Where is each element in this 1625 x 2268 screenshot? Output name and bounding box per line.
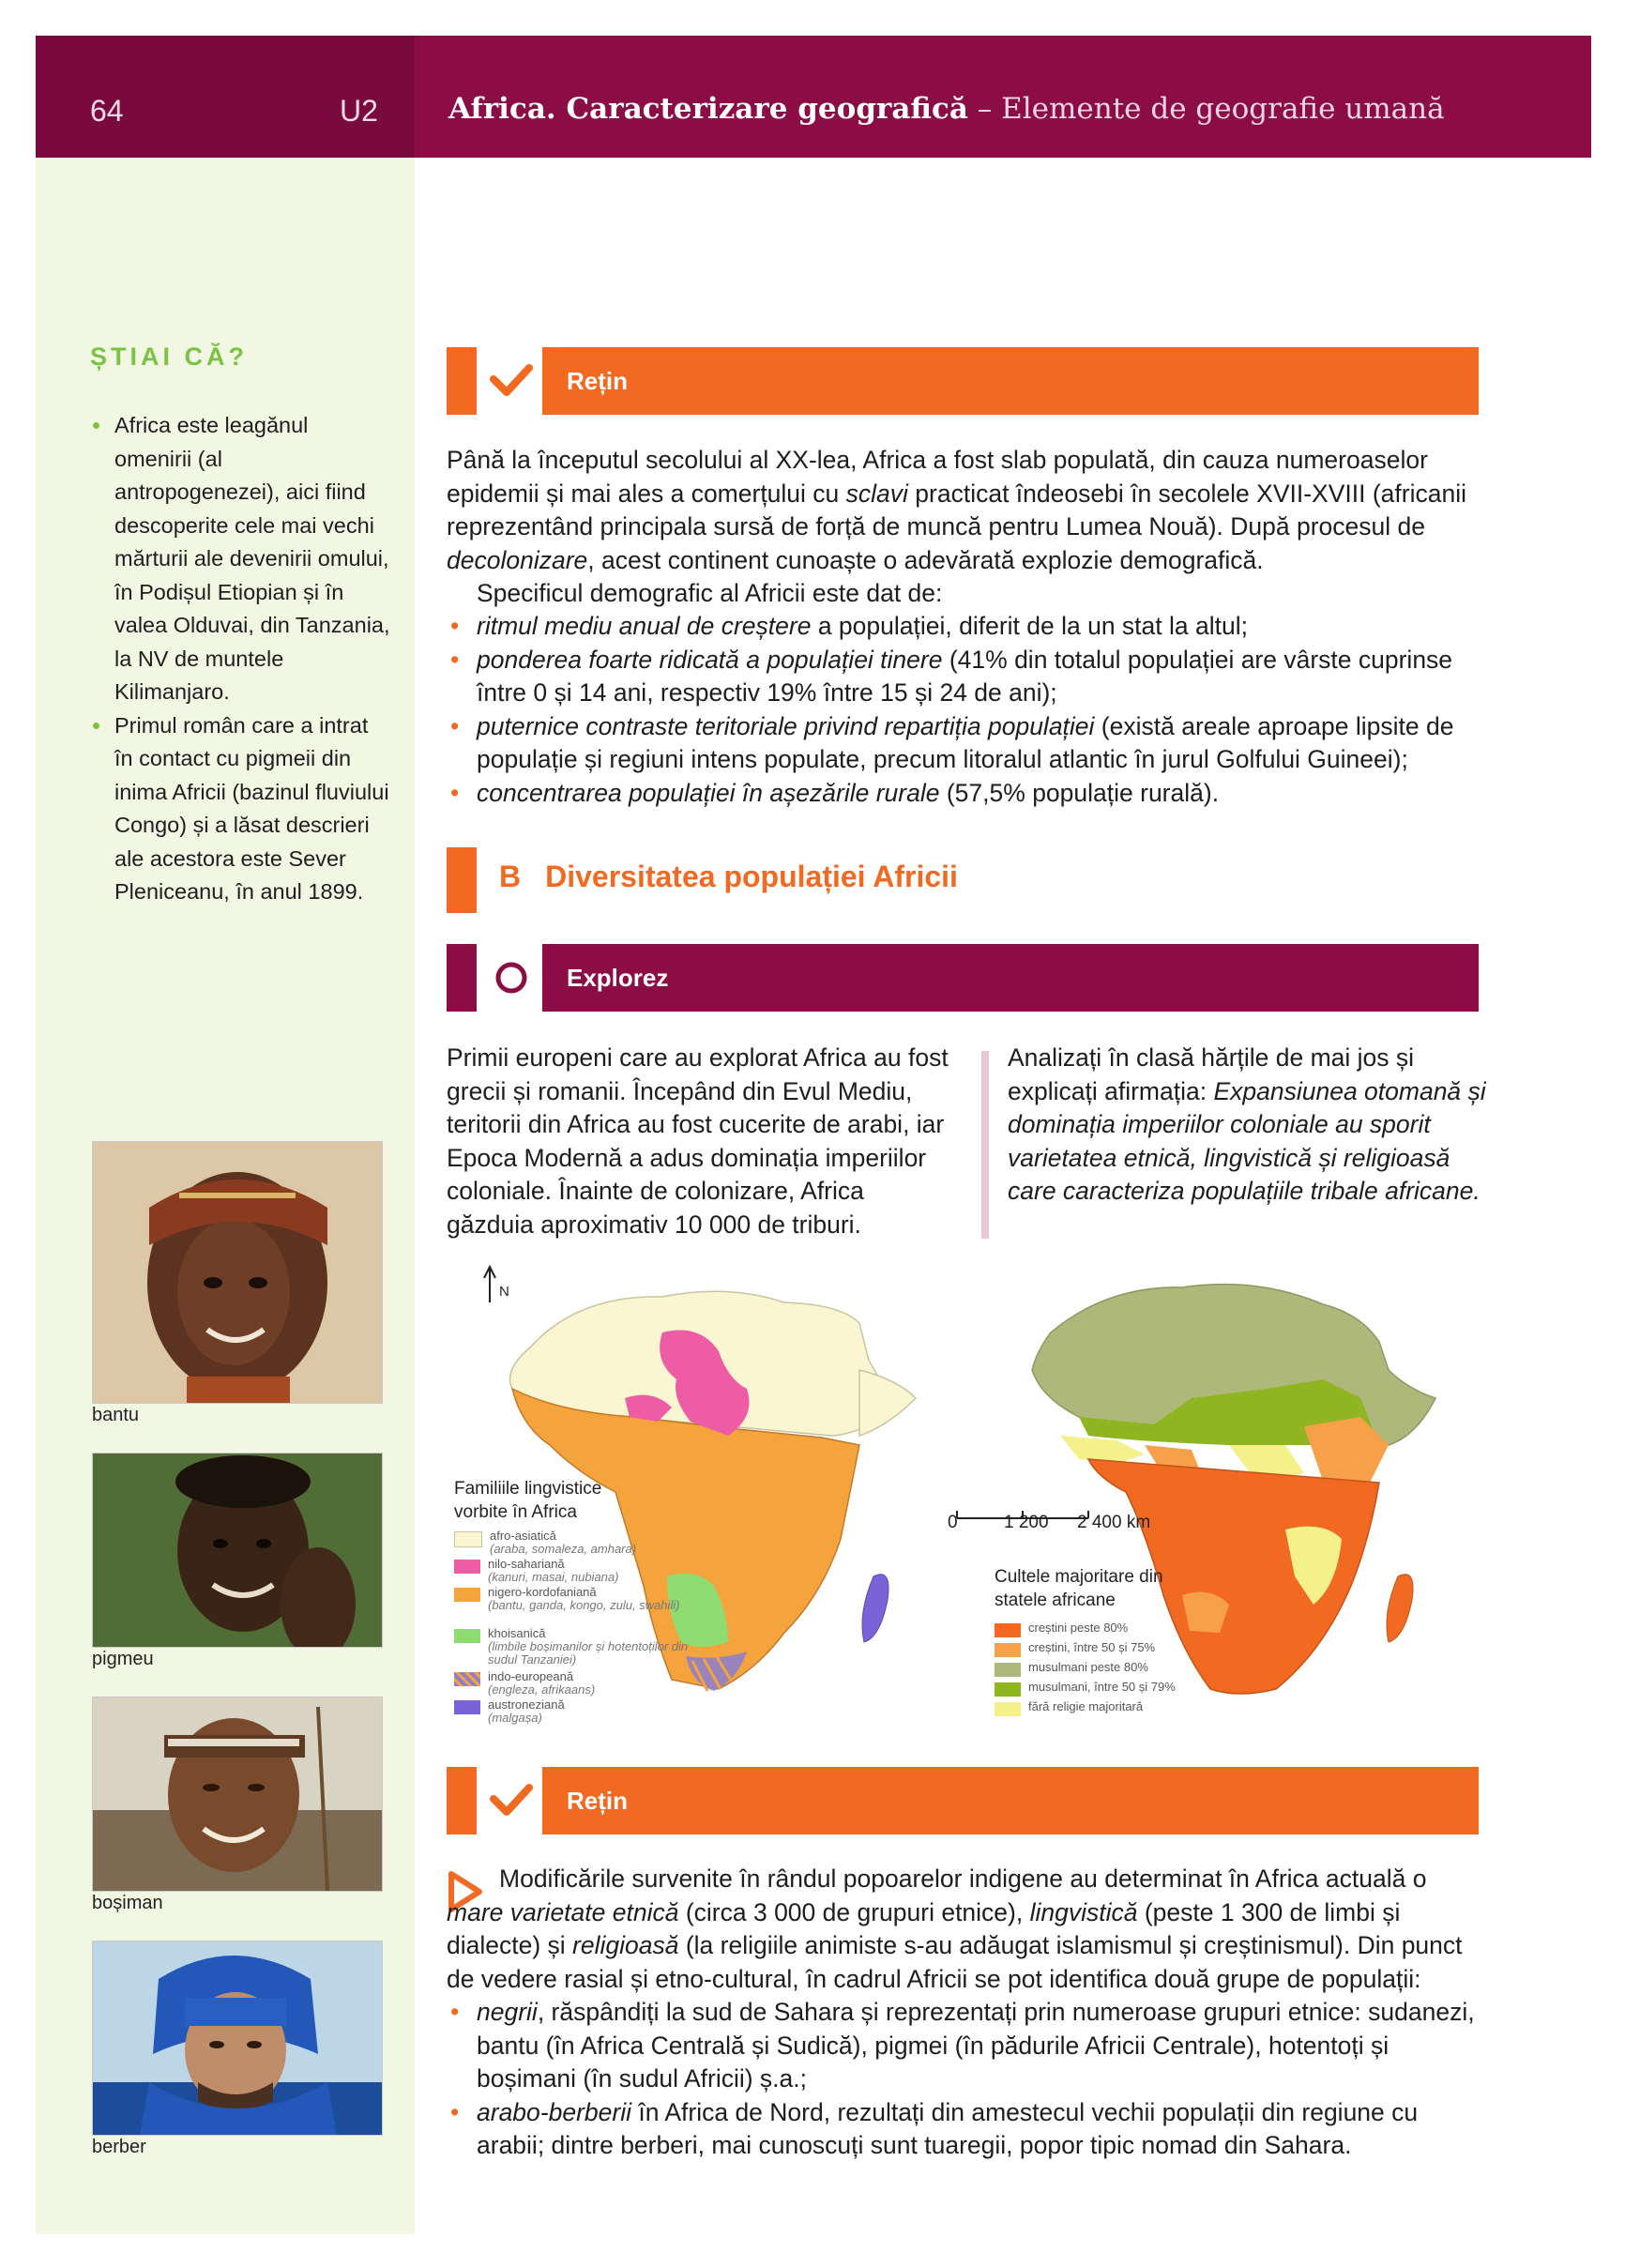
photo-bosiman: [92, 1697, 383, 1892]
scale-label: 2 400 km: [1077, 1513, 1151, 1532]
retin-intro-line: Specificul demografic al Africii este dat de:: [477, 579, 943, 607]
text-italic: decolonizare: [447, 545, 588, 574]
legend-label: fără religie majoritară: [1028, 1699, 1144, 1713]
legend-note: (kanuri, masai, nubiana): [488, 1570, 619, 1584]
legend-item: [995, 1661, 1148, 1677]
madagascar: [862, 1575, 888, 1642]
legend-item: [454, 1698, 565, 1725]
text-run: Până la începutul secolului al XX-lea, Africa a fost slab populată, din cauza numeroaselor epidemii și mai ales a comerțului cu: [447, 446, 1428, 508]
text-run: (la religiile animiste s-au adăugat islamismul și creștinismul). Din punct de vedere rasial și etno-cultural, în cadrul Africii se pot identifica două grupe de populații:: [447, 1931, 1463, 1993]
legend-note: (malgașa): [488, 1711, 542, 1725]
legend-swatch: [995, 1663, 1021, 1677]
text-run: a populației, diferit de la un stat la altul;: [811, 612, 1248, 640]
retin-bar-tab: [447, 347, 477, 415]
legend-item: [995, 1681, 1176, 1697]
quote-rule: [981, 1051, 989, 1239]
page-header: [36, 36, 1591, 158]
text-italic: lingvistică: [1029, 1897, 1138, 1926]
unit-label: U2: [340, 94, 378, 128]
list-item: [447, 777, 1486, 811]
caption-pigmeu: pigmeu: [92, 1649, 154, 1669]
legend-swatch: [454, 1672, 480, 1686]
check-icon: [484, 347, 539, 415]
list-item: [447, 610, 1486, 644]
legend-item: [995, 1700, 1143, 1716]
legend-swatch: [995, 1643, 1021, 1657]
legend-swatch: [454, 1700, 480, 1714]
retin2-paragraph: [447, 1863, 1486, 1996]
text-italic: negrii: [477, 1998, 538, 2026]
list-item: [447, 1996, 1486, 2096]
legend-languages: [454, 1477, 642, 1524]
map-religions: [948, 1257, 1492, 1727]
legend-swatch: [995, 1623, 1021, 1637]
legend-languages-items: [454, 1530, 698, 1727]
scale-label: 1 200: [1004, 1513, 1049, 1532]
legend-item: [995, 1621, 1128, 1637]
header-title-main: Africa. Caracterizare geografică: [448, 92, 968, 126]
section-b-title: [499, 860, 958, 894]
text-run: (peste 1 300 de limbi și dialecte) și: [447, 1897, 1401, 1959]
text-italic: sclavi: [845, 479, 908, 508]
legend-label: afro-asiatică: [490, 1529, 556, 1543]
legend-label: musulmani, între 50 și 79%: [1028, 1680, 1176, 1694]
text-italic: arabo-berberii: [477, 2097, 631, 2126]
legend-swatch: [454, 1560, 480, 1574]
text-run: Analizați în clasă hărțile de mai jos și explicați afirmația:: [1008, 1043, 1415, 1105]
legend-item: [454, 1558, 618, 1584]
text-italic: concentrarea populației în așezările rurale: [477, 778, 940, 807]
text-italic: Expansiunea otomană și dominația imperiilor coloniale au sporit varietatea etnică, lingvistică și religioasă care caracteriza populațiile tribale africane.: [1008, 1076, 1486, 1205]
legend-item: [454, 1670, 595, 1697]
legend-note: (engleza, afrikaans): [488, 1682, 596, 1697]
legend-religions-items: [995, 1621, 1210, 1725]
legend-label: khoisanică: [488, 1626, 546, 1640]
legend-item: [454, 1627, 694, 1667]
retin-bar-tab: [447, 1767, 477, 1834]
caption-bantu: bantu: [92, 1405, 140, 1425]
legend-note: (limbile boșimanilor și hotentoților din sudul Tanzaniei): [488, 1639, 689, 1667]
retin-bar: [447, 347, 1479, 415]
legend-swatch: [454, 1531, 482, 1547]
text-run: în Africa de Nord, rezultați din amestecul vechii populații din regiune cu arabii; dintre berberi, mai cunoscuți sunt tuaregii, popor tipic nomad din Sahara.: [477, 2097, 1419, 2159]
text-run: (circa 3 000 de grupuri etnice),: [678, 1897, 1030, 1926]
compass-icon: [484, 944, 539, 1012]
section-title-text: Diversitatea populației Africii: [545, 860, 958, 893]
section-b-tab: [447, 847, 477, 913]
did-you-know-list: [90, 409, 390, 909]
retin-label: Rețin: [542, 347, 1479, 415]
section-letter: B: [499, 860, 522, 893]
legend-label: nigero-kordofaniană: [488, 1585, 597, 1599]
legend-label: nilo-sahariană: [488, 1557, 565, 1571]
text-italic: religioasă: [572, 1931, 679, 1959]
legend-swatch: [454, 1588, 480, 1602]
page-number: 64: [90, 94, 124, 128]
header-title: [448, 92, 1445, 126]
legend-label: creștini, între 50 și 75%: [1028, 1640, 1156, 1654]
retin2-bullet-list: [447, 1996, 1486, 2163]
north-label: N: [499, 1284, 509, 1300]
legend-swatch: [995, 1702, 1021, 1716]
list-item: [447, 710, 1486, 777]
legend-item: [995, 1641, 1155, 1657]
retin-bullet-list: [447, 610, 1486, 810]
legend-title: Cultele majoritare din statele africane: [995, 1567, 1163, 1610]
map-languages: [447, 1257, 953, 1727]
text-run: Modificările survenite în rândul popoarelor indigene au determinat în Africa actuală o: [499, 1865, 1427, 1893]
legend-swatch: [454, 1629, 480, 1643]
legend-label: musulmani peste 80%: [1028, 1660, 1148, 1674]
did-you-know-item: • Africa este leagănul omenirii (al antropogenezei), aici fiind descoperite cele mai vechi mărturii ale devenirii omului, în Podișul Etiopian și în valea Olduvai, din Tanzania, la NV de muntele Kilimanjaro.: [90, 409, 390, 709]
did-you-know-title: ȘTIAI CĂ?: [90, 342, 248, 371]
explorez-label: Explorez: [542, 944, 1479, 1012]
photo-pigmeu: [92, 1453, 383, 1648]
header-title-sub: – Elemente de geografie umană: [967, 92, 1445, 126]
legend-swatch: [995, 1682, 1021, 1697]
text-run: (41% din totalul populației are vârste cuprinse între 0 și 14 ani, respectiv 19% între 15 și 24 de ani);: [477, 645, 1453, 707]
text-italic: puternice contraste teritoriale privind repartiția populației: [477, 711, 1095, 740]
legend-label: austroneziană: [488, 1697, 565, 1712]
retin-label: Rețin: [542, 1767, 1479, 1834]
photo-berber: [92, 1941, 383, 2136]
text-run: practicat îndeosebi în secolele XVII-XVIII (africanii reprezentând principala sursă de forță de muncă pentru Lumea Nouă). După procesul de: [447, 479, 1466, 540]
explorez-right-text: [1008, 1042, 1496, 1209]
explorez-left-text: Primii europeni care au explorat Africa au fost grecii și romanii. Începând din Evul Mediu, teritorii din Africa au fost cucerite de arabi, iar Epoca Modernă a adus dominația imperiilor coloniale. Înainte de colonizare, Africa găzduia aproximativ 10 000 de triburi.: [447, 1043, 949, 1239]
legend-title: Familiile lingvistice vorbite în Africa: [454, 1479, 602, 1522]
caption-bosiman: boșiman: [92, 1893, 163, 1913]
photo-bantu: [92, 1141, 383, 1404]
text-italic: ritmul mediu anual de creștere: [477, 612, 812, 640]
explorez-bar: [447, 944, 1479, 1012]
did-you-know-item: • Primul român care a intrat în contact cu pigmeii din inima Africii (bazinul fluviului Congo) și a lăsat descrieri ale acestora este Sever Pleniceanu, în anul 1899.: [90, 709, 390, 909]
legend-note: (araba, somaleza, amhara): [490, 1542, 637, 1556]
retin-paragraph: [447, 444, 1486, 577]
legend-item: [454, 1586, 694, 1612]
caption-berber: berber: [92, 2137, 146, 2157]
text-italic: mare varietate etnică: [447, 1897, 679, 1926]
list-item: [447, 2096, 1486, 2163]
north-arrow: [484, 1267, 495, 1302]
scale-label: 0: [948, 1513, 958, 1532]
list-item: [447, 644, 1486, 710]
text-run: , răspândiți la sud de Sahara și reprezentați prin numeroase grupuri etnice: sudanezi, bantu (în Africa Centrală și Sudică), pigmei (în pădurile Africii Centrale), hotentoți și boșimani (în sudul Africii) ș.a.;: [477, 1998, 1475, 2093]
legend-label: creștini peste 80%: [1028, 1621, 1129, 1635]
explorez-bar-tab: [447, 944, 477, 1012]
text-italic: ponderea foarte ridicată a populației tinere: [477, 645, 943, 674]
legend-item: [454, 1530, 636, 1556]
legend-label: indo-europeană: [488, 1669, 574, 1683]
text-run: (există areale aproape lipsite de populație și regiuni intens populate, precum litoralul atlantic în jurul Golfului Guineei);: [477, 711, 1454, 773]
legend-note: (bantu, ganda, kongo, zulu, swahili): [488, 1598, 680, 1612]
text-run: (57,5% populație rurală).: [939, 778, 1220, 807]
check-icon: [484, 1767, 539, 1834]
retin-bar: [447, 1767, 1479, 1834]
text-run: , acest continent cunoaște o adevărată explozie demografică.: [587, 545, 1264, 574]
